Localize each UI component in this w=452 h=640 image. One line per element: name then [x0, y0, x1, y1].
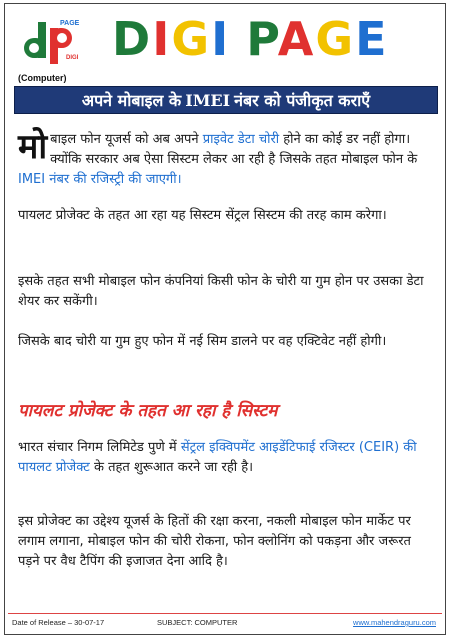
- p1-text-1: बाइल फोन यूजर्स को अब अपने: [50, 132, 203, 147]
- title-part-imei: IMEI: [185, 90, 231, 110]
- p5-text-2: के तहत शुरूआत करने जा रही है।: [89, 460, 254, 475]
- brand-letter: A: [277, 12, 316, 66]
- paragraph-3: इसके तहत सभी मोबाइल फोन कंपनियां किसी फोन के चोरी या गुम होन पर उसका डेटा शेयर कर सकेंगी।: [18, 274, 424, 309]
- brand-letter: G: [315, 12, 356, 66]
- section-subheading: पायलट प्रोजेक्ट के तहत आ रहा है सिस्टम: [18, 401, 278, 421]
- p1-text-2: होने का कोई डर नहीं होगा। क्योंकि सरकार अब ऐसा सिस्टम लेकर आ रही है जिसके तहत मोबाइल फोन के: [50, 132, 418, 167]
- subject-label: SUBJECT: COMPUTER: [157, 618, 238, 627]
- footer-divider: [8, 613, 442, 614]
- brand-letter: G: [171, 12, 212, 66]
- brand-letter: D: [112, 12, 153, 66]
- digi-page-logo: [20, 14, 90, 68]
- paragraph-1: [18, 127, 436, 190]
- brand-word-page: [246, 12, 389, 66]
- p5-text-1: भारत संचार निगम लिमिटेड पुणे में: [18, 440, 181, 455]
- brand-letter: P: [246, 12, 278, 66]
- page-footer: [12, 618, 440, 630]
- drop-cap: मो: [18, 127, 48, 167]
- p1-highlight-1: प्राइवेट डेटा चोरी: [202, 132, 280, 147]
- brand-letter: I: [152, 12, 172, 66]
- logo-subtext: DIGI: [66, 55, 79, 61]
- brand-letter: E: [355, 12, 389, 66]
- brand-letter: I: [211, 12, 231, 66]
- paragraph-6: इस प्रोजेक्ट का उद्देश्य यूजर्स के हितों की रक्षा करना, नकली मोबाइल फोन मार्केट पर लगाम लगाना, मोबाइल फोन की चोरी रोकना, फोन क्लोनिंग को पकड़ना और जरूरत पड़ने पर वैध टैपिंग की इजाजत देना आदि है।: [18, 514, 411, 569]
- release-date: Date of Release – 30-07-17: [12, 618, 105, 627]
- brand-word-digi: [112, 12, 231, 66]
- paragraph-4: जिसके बाद चोरी या गुम हुए फोन में नई सिम डालने पर वह एक्टिवेट नहीं होगी।: [18, 334, 387, 349]
- paragraph-5: [18, 438, 436, 478]
- p1-highlight-2: IMEI नंबर की रजिस्ट्री की जाएगी।: [18, 172, 182, 187]
- category-label: (Computer): [18, 73, 67, 83]
- article-title: [14, 86, 438, 114]
- title-part-pre: अपने मोबाइल के: [81, 91, 182, 110]
- website-link[interactable]: www.mahendraguru.com: [353, 618, 436, 627]
- paragraph-2: पायलट प्रोजेक्ट के तहत आ रहा यह सिस्टम सेंट्रल सिस्टम की तरह काम करेगा।: [18, 208, 387, 223]
- brand-title: [112, 14, 432, 64]
- logo-text: PAGE: [60, 20, 80, 27]
- title-part-post: नंबर को पंजीकृत कराएँ: [234, 91, 371, 110]
- p5-highlight: सेंट्रल इक्विपमेंट आइडेंटिफाई रजिस्टर (CEIR) की पायलट प्रोजेक्ट: [18, 440, 417, 475]
